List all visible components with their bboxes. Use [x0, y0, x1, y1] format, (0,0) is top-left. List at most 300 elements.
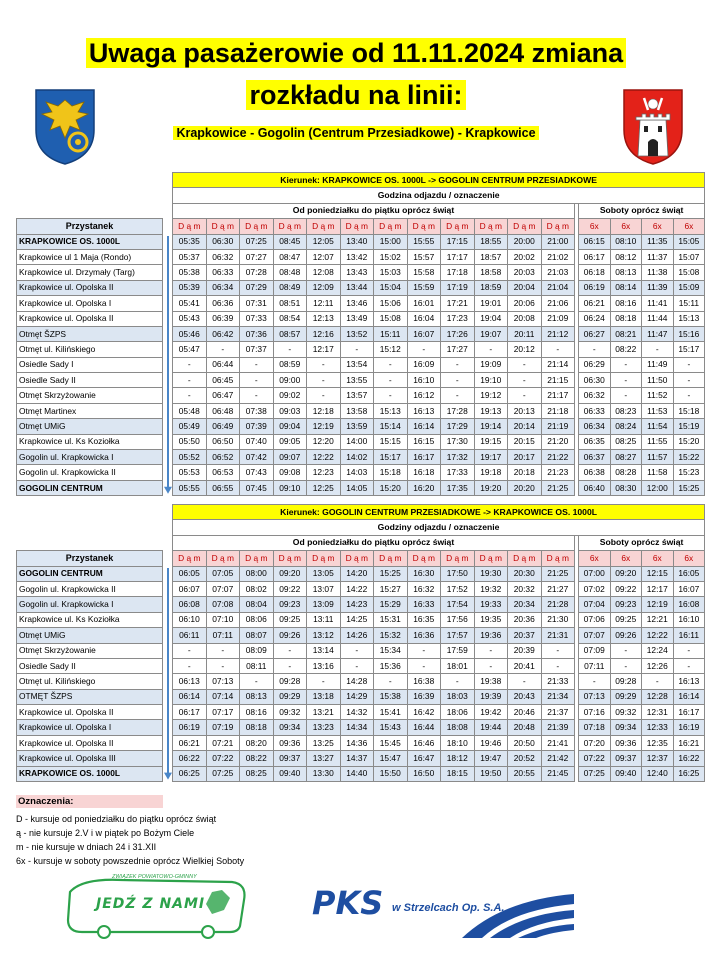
departure-time: 11:50 [642, 373, 674, 388]
departure-time: 18:12 [441, 751, 475, 766]
departure-time: 20:46 [508, 705, 542, 720]
departure-time: 13:42 [340, 249, 374, 264]
departure-time: - [610, 373, 642, 388]
departure-time: 06:07 [173, 581, 207, 596]
departure-time: - [673, 373, 705, 388]
departure-time: 19:46 [474, 735, 508, 750]
stop-name: Krapkowice ul. Opolska II [17, 280, 163, 295]
departure-time: 06:30 [579, 373, 611, 388]
departure-time: 20:00 [508, 234, 542, 249]
table-row [17, 581, 705, 596]
departure-time: 11:49 [642, 357, 674, 372]
departure-time: 12:35 [642, 735, 674, 750]
departure-time: 12:18 [307, 403, 341, 418]
table-row [17, 766, 705, 782]
departure-time: - [579, 342, 611, 357]
weekday-mark: D ą m [407, 219, 441, 234]
departure-time: - [340, 643, 374, 658]
weekday-label: Od poniedziałku do piątku oprócz świąt [173, 535, 575, 550]
departure-time: 15:15 [374, 434, 408, 449]
departure-time: 07:40 [240, 434, 274, 449]
departure-time: 06:35 [579, 434, 611, 449]
departure-time: 14:05 [340, 480, 374, 496]
spacer-cell [17, 520, 173, 535]
departure-time: 14:26 [340, 628, 374, 643]
departure-time: 16:20 [407, 480, 441, 496]
table-row [17, 388, 705, 403]
departure-time: 13:21 [307, 705, 341, 720]
departure-time: - [173, 357, 207, 372]
departure-time: 08:25 [610, 434, 642, 449]
departure-time: 19:30 [474, 566, 508, 581]
departure-time: 21:34 [541, 689, 575, 704]
departure-time: 05:41 [173, 296, 207, 311]
departure-time: 07:07 [206, 581, 240, 596]
departure-time: 16:19 [673, 720, 705, 735]
departure-time: 06:48 [206, 403, 240, 418]
departure-time: 09:23 [610, 597, 642, 612]
departure-time: - [610, 643, 642, 658]
table-row [17, 597, 705, 612]
jedz-logo-top-text: ZWIĄZEK POWIATOWO-GMINNY [112, 874, 197, 880]
departure-time: 21:19 [541, 419, 575, 434]
departure-time: 21:12 [541, 326, 575, 341]
departure-time: 12:21 [642, 612, 674, 627]
departure-time: 21:14 [541, 357, 575, 372]
weekday-mark: D ą m [340, 219, 374, 234]
departure-time: 13:05 [307, 566, 341, 581]
departure-time: 19:12 [474, 388, 508, 403]
saturday-mark: 6x [610, 219, 642, 234]
weekday-mark: D ą m [508, 551, 542, 566]
departure-time: 09:26 [273, 628, 307, 643]
stop-name: Krapkowice ul. Opolska II [17, 705, 163, 720]
departure-time: 11:38 [642, 265, 674, 280]
departure-time: 21:37 [541, 705, 575, 720]
departure-time: 21:00 [541, 234, 575, 249]
departure-time: - [240, 674, 274, 689]
departure-time: 08:30 [610, 480, 642, 496]
departure-time: 13:07 [307, 581, 341, 596]
departure-time: 05:53 [173, 465, 207, 480]
departure-time: 15:41 [374, 705, 408, 720]
departure-time: 20:11 [508, 326, 542, 341]
departure-time: 08:02 [240, 581, 274, 596]
departure-time: - [610, 658, 642, 673]
pks-strzelce-logo [312, 880, 582, 940]
departure-time: 16:38 [407, 674, 441, 689]
departure-time: 12:37 [642, 751, 674, 766]
down-arrow-icon [163, 234, 173, 496]
departure-time: 05:52 [173, 450, 207, 465]
departure-time: 19:15 [474, 434, 508, 449]
departure-time: 06:19 [579, 280, 611, 295]
departure-time: 16:21 [673, 735, 705, 750]
departure-time: 11:53 [642, 403, 674, 418]
departure-time: 08:21 [610, 326, 642, 341]
departure-time: 17:56 [441, 612, 475, 627]
departure-time: 06:45 [206, 373, 240, 388]
departure-time: 21:22 [541, 450, 575, 465]
departure-time: - [407, 658, 441, 673]
departure-time: 19:14 [474, 419, 508, 434]
departure-time: - [307, 373, 341, 388]
stop-name: Krapkowice ul. Opolska III [17, 751, 163, 766]
departure-time: 21:15 [541, 373, 575, 388]
departure-time: 06:25 [173, 766, 207, 782]
departure-time: 16:25 [673, 766, 705, 782]
departure-time: 08:13 [240, 689, 274, 704]
departure-time: 15:22 [673, 450, 705, 465]
stop-name: Gogolin ul. Krapkowicka I [17, 597, 163, 612]
saturday-mark: 6x [579, 551, 611, 566]
departure-time: 11:58 [642, 465, 674, 480]
departure-time: - [173, 643, 207, 658]
departure-time: 15:09 [673, 280, 705, 295]
weekday-mark: D ą m [273, 551, 307, 566]
saturday-mark: 6x [642, 219, 674, 234]
departure-time: 16:13 [407, 403, 441, 418]
departure-time: 16:14 [673, 689, 705, 704]
departure-time: 15:31 [374, 612, 408, 627]
saturday-mark: 6x [673, 219, 705, 234]
departure-time: 13:18 [307, 689, 341, 704]
departure-time: 21:17 [541, 388, 575, 403]
departure-time: 16:15 [407, 434, 441, 449]
departure-time: 05:50 [173, 434, 207, 449]
departure-time: 19:17 [474, 450, 508, 465]
saturday-label: Soboty oprócz świąt [579, 535, 705, 550]
departure-time: 13:46 [340, 296, 374, 311]
departure-time: 18:55 [474, 234, 508, 249]
departure-time: 11:54 [642, 419, 674, 434]
departure-time: 20:13 [508, 403, 542, 418]
departure-time: 11:57 [642, 450, 674, 465]
departure-time: 18:59 [474, 280, 508, 295]
departure-time: 11:41 [642, 296, 674, 311]
table-row [17, 311, 705, 326]
departure-time: 21:20 [541, 434, 575, 449]
spacer-cell [17, 203, 173, 218]
departure-time: 06:40 [579, 480, 611, 496]
table-row [17, 751, 705, 766]
weekday-mark: D ą m [173, 219, 207, 234]
departure-time: 20:03 [508, 265, 542, 280]
departure-time: 14:36 [340, 735, 374, 750]
departure-time: 13:44 [340, 280, 374, 295]
departure-time: 15:47 [374, 751, 408, 766]
departure-time: 13:25 [307, 735, 341, 750]
departure-time: 06:50 [206, 434, 240, 449]
departure-time: - [673, 357, 705, 372]
departure-time: 13:40 [340, 234, 374, 249]
pks-logo-sub-text: w Strzelcach Op. S.A. [392, 902, 505, 914]
departure-time: 19:13 [474, 403, 508, 418]
departure-time: 06:53 [206, 465, 240, 480]
departure-time: 08:54 [273, 311, 307, 326]
departure-time: 15:11 [374, 326, 408, 341]
departure-time: 21:03 [541, 265, 575, 280]
departure-time: 11:37 [642, 249, 674, 264]
departure-time: 14:29 [340, 689, 374, 704]
departure-time: - [206, 342, 240, 357]
departure-time: 09:34 [273, 720, 307, 735]
route-subtitle: Krapkowice - Gogolin (Centrum Przesiadkowe) - Krapkowice [173, 126, 538, 140]
pks-logo-main-text: PKS [312, 884, 384, 922]
krapkowice-coat-of-arms-icon [620, 86, 686, 166]
arrow-cell [163, 219, 173, 234]
departure-time: 06:10 [173, 612, 207, 627]
departure-time: 08:14 [610, 280, 642, 295]
departure-time: - [508, 357, 542, 372]
departure-time: 21:30 [541, 612, 575, 627]
departure-time: 13:23 [307, 720, 341, 735]
table-row [17, 434, 705, 449]
spacer-cell [17, 173, 173, 188]
departure-time: - [642, 342, 674, 357]
departure-time: 09:22 [610, 581, 642, 596]
departure-time: 20:32 [508, 581, 542, 596]
departure-time: 07:21 [206, 735, 240, 750]
departure-time: 16:33 [407, 597, 441, 612]
table-row [17, 566, 705, 581]
departure-time: - [673, 658, 705, 673]
departure-time: 06:33 [579, 403, 611, 418]
departure-time: 09:25 [610, 612, 642, 627]
table-row [17, 628, 705, 643]
departure-time: 15:00 [374, 234, 408, 249]
departure-time: - [541, 658, 575, 673]
stop-name: Krapkowice ul. Opolska II [17, 735, 163, 750]
departure-time: 21:09 [541, 311, 575, 326]
departure-time: 20:04 [508, 280, 542, 295]
departure-time: 14:20 [340, 566, 374, 581]
departure-time: 21:42 [541, 751, 575, 766]
departure-time: 08:25 [240, 766, 274, 782]
departure-time: 15:32 [374, 628, 408, 643]
departure-time: 21:31 [541, 628, 575, 643]
departure-time: 21:25 [541, 566, 575, 581]
departure-time: 07:08 [206, 597, 240, 612]
departure-time: 15:19 [673, 419, 705, 434]
departure-time: 06:29 [579, 357, 611, 372]
departure-time: 16:22 [673, 751, 705, 766]
weekday-mark: D ą m [441, 551, 475, 566]
weekday-mark: D ą m [407, 551, 441, 566]
departure-time: 12:07 [307, 249, 341, 264]
departure-time: 07:19 [206, 720, 240, 735]
departure-time: 08:59 [273, 357, 307, 372]
departure-time: 20:15 [508, 434, 542, 449]
legend-line-a: ą - nie kursuje 2.V i w piątek po Bożym Ciele [16, 828, 195, 838]
arrow-cell [163, 551, 173, 566]
departure-time: 21:04 [541, 280, 575, 295]
spacer-cell [17, 505, 173, 520]
weekday-mark: D ą m [240, 551, 274, 566]
departure-time: 05:37 [173, 249, 207, 264]
departure-time: 06:30 [206, 234, 240, 249]
departure-time: 06:49 [206, 419, 240, 434]
departure-time: 12:40 [642, 766, 674, 782]
table-row [17, 658, 705, 673]
departure-time: 16:35 [407, 612, 441, 627]
departure-time: 16:09 [407, 357, 441, 372]
departure-time: - [307, 357, 341, 372]
departure-time: 08:49 [273, 280, 307, 295]
departure-time: - [240, 357, 274, 372]
departure-time: 08:18 [240, 720, 274, 735]
departure-time: 07:06 [579, 612, 611, 627]
departure-time: 14:28 [340, 674, 374, 689]
departure-time: 20:20 [508, 480, 542, 496]
title-line-1: Uwaga pasażerowie od 11.11.2024 zmiana [86, 38, 626, 68]
departure-time: 07:22 [206, 751, 240, 766]
departure-time: 06:27 [579, 326, 611, 341]
departure-time: 12:19 [642, 597, 674, 612]
departure-time: 20:08 [508, 311, 542, 326]
departure-time: 15:55 [407, 234, 441, 249]
departure-time: 16:11 [673, 628, 705, 643]
departure-time: 08:23 [610, 403, 642, 418]
departure-time: 12:11 [307, 296, 341, 311]
departure-time: 15:02 [374, 249, 408, 264]
departure-time: 21:39 [541, 720, 575, 735]
departure-time: 11:44 [642, 311, 674, 326]
weekday-mark: D ą m [374, 219, 408, 234]
departure-time: 15:34 [374, 643, 408, 658]
legend [16, 795, 244, 868]
stop-name: KRAPKOWICE OS. 1000L [17, 766, 163, 782]
departure-time: 09:29 [273, 689, 307, 704]
departure-time: 15:57 [407, 249, 441, 264]
departure-time: 16:39 [407, 689, 441, 704]
departure-time: 07:28 [240, 265, 274, 280]
departure-time: 19:38 [474, 674, 508, 689]
departure-time: 17:50 [441, 566, 475, 581]
departure-time: 07:16 [579, 705, 611, 720]
departure-time: 09:08 [273, 465, 307, 480]
departure-time: - [642, 674, 674, 689]
departure-time: 07:38 [240, 403, 274, 418]
departure-time: 11:35 [642, 234, 674, 249]
departure-time: 07:11 [579, 658, 611, 673]
departure-time: 19:36 [474, 628, 508, 643]
departure-time: 21:45 [541, 766, 575, 782]
direction-header: Kierunek: KRAPKOWICE OS. 1000L -> GOGOLIN CENTRUM PRZESIADKOWE [173, 173, 705, 188]
departure-time: 15:03 [374, 265, 408, 280]
departure-time: 16:10 [407, 373, 441, 388]
departure-time: 15:12 [374, 342, 408, 357]
departure-time: 15:43 [374, 720, 408, 735]
departure-time: 15:20 [673, 434, 705, 449]
title-line-2: rozkładu na linii: [246, 80, 465, 110]
departure-time: 06:55 [206, 480, 240, 496]
departure-time: 06:47 [206, 388, 240, 403]
departure-time: 08:00 [240, 566, 274, 581]
departure-time: 05:55 [173, 480, 207, 496]
table-row [17, 265, 705, 280]
weekday-label: Od poniedziałku do piątku oprócz świąt [173, 203, 575, 218]
saturday-mark: 6x [610, 551, 642, 566]
departure-time: 06:44 [206, 357, 240, 372]
departure-time: 06:21 [173, 735, 207, 750]
table-row [17, 296, 705, 311]
departure-time: - [441, 388, 475, 403]
departure-time: 09:03 [273, 403, 307, 418]
departure-time: 06:11 [173, 628, 207, 643]
departure-time: 13:14 [307, 643, 341, 658]
departure-time: 20:02 [508, 249, 542, 264]
departure-time: 09:22 [273, 581, 307, 596]
departure-time: 08:22 [240, 751, 274, 766]
departure-time: 16:50 [407, 766, 441, 782]
table-row [17, 450, 705, 465]
departure-time: 07:07 [579, 628, 611, 643]
stop-name: Otmęt ul. Kilińskiego [17, 674, 163, 689]
departure-time: 07:09 [579, 643, 611, 658]
departure-time: - [173, 388, 207, 403]
departure-time: 11:39 [642, 280, 674, 295]
departure-time: 17:17 [441, 249, 475, 264]
departure-time: 19:04 [474, 311, 508, 326]
departure-time: 18:08 [441, 720, 475, 735]
departure-time: 19:01 [474, 296, 508, 311]
timetable-gogolin-to-krapkowice [16, 504, 705, 782]
departure-time: 17:26 [441, 326, 475, 341]
legend-title: Oznaczenia: [16, 795, 163, 808]
departure-time: - [541, 643, 575, 658]
departure-time: - [508, 674, 542, 689]
departure-time: 12:24 [642, 643, 674, 658]
departure-time: 21:02 [541, 249, 575, 264]
stop-name: Osiedle Sady I [17, 357, 163, 372]
departure-time: 19:50 [474, 766, 508, 782]
departure-time: 07:13 [579, 689, 611, 704]
departure-time: 12:17 [307, 342, 341, 357]
departure-time: - [407, 643, 441, 658]
departure-time: 06:38 [579, 465, 611, 480]
departure-time: 15:23 [673, 465, 705, 480]
departure-time: 17:18 [441, 265, 475, 280]
departure-time: 09:37 [273, 751, 307, 766]
saturday-mark: 6x [642, 551, 674, 566]
departure-time: 16:07 [673, 581, 705, 596]
departure-time: 09:05 [273, 434, 307, 449]
stop-name: Krapkowice ul. Opolska II [17, 311, 163, 326]
hours-label: Godzina odjazdu / oznaczenie [173, 188, 705, 203]
weekday-mark: D ą m [474, 551, 508, 566]
departure-time: 05:46 [173, 326, 207, 341]
departure-time: 15:04 [374, 280, 408, 295]
table-row [17, 705, 705, 720]
departure-time: 08:09 [240, 643, 274, 658]
departure-time: 09:28 [610, 674, 642, 689]
departure-time: 07:25 [206, 766, 240, 782]
down-arrow-icon [163, 566, 173, 782]
departure-time: 11:55 [642, 434, 674, 449]
departure-time: 19:10 [474, 373, 508, 388]
departure-time: 16:30 [407, 566, 441, 581]
departure-time: 14:32 [340, 705, 374, 720]
departure-time: 09:32 [273, 705, 307, 720]
departure-time: 07:25 [240, 234, 274, 249]
departure-time: 12:17 [642, 581, 674, 596]
departure-time: 19:35 [474, 612, 508, 627]
departure-time: 16:36 [407, 628, 441, 643]
table-row [17, 280, 705, 295]
departure-time: 20:55 [508, 766, 542, 782]
departure-time: 06:32 [206, 249, 240, 264]
